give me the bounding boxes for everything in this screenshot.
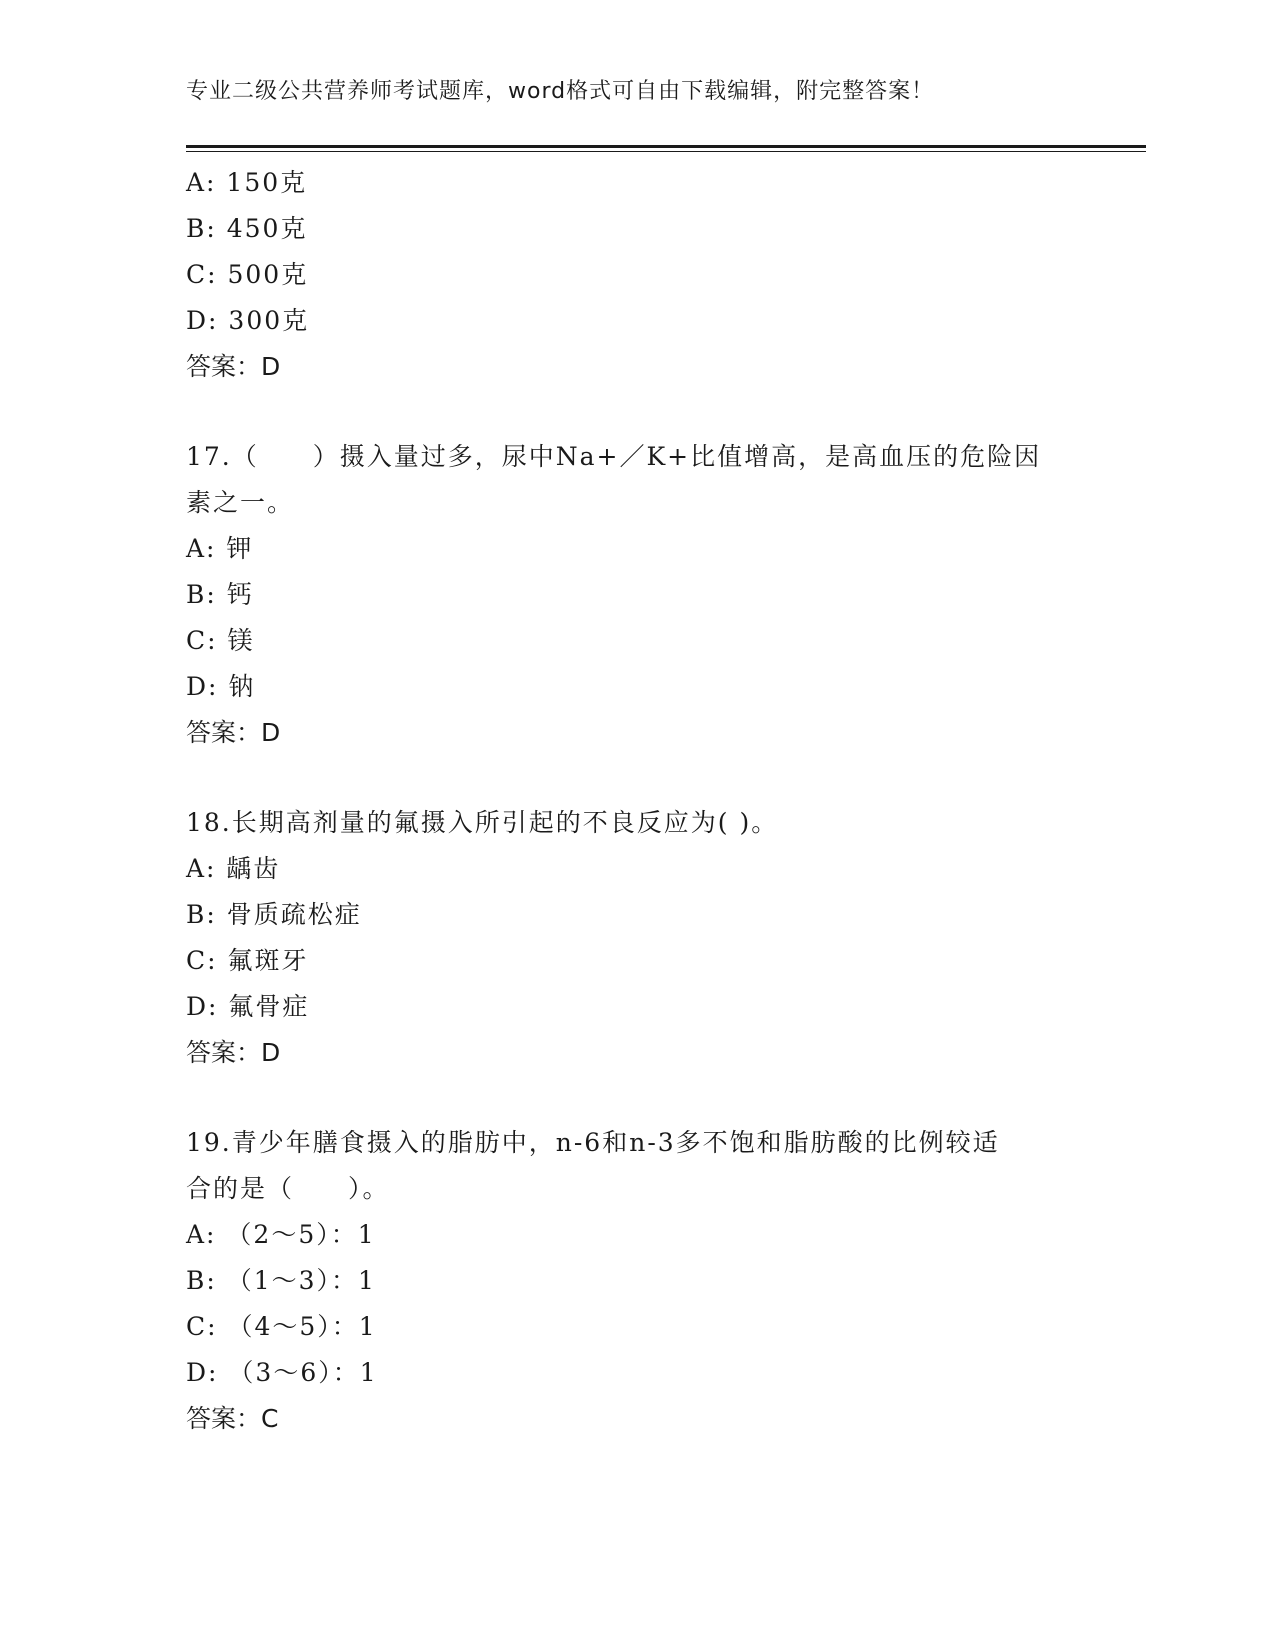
option-c: C: 氟斑牙 [186,946,309,975]
option-a: A: 150克 [186,168,308,197]
option-a: A: 龋齿 [186,854,281,883]
question-stem-continued: 合的是（ ）。 [186,1174,390,1203]
header-divider-thick [186,145,1146,148]
option-d: D: 氟骨症 [186,992,310,1021]
option-a: A: 钾 [186,534,254,563]
option-a: A: （2～5）：1 [186,1220,376,1249]
option-b: B: 骨质疏松症 [186,900,362,929]
question-stem-continued: 素之一。 [186,488,295,517]
question-18 [186,800,1086,1076]
option-d: D: （3～6）：1 [186,1358,378,1387]
option-c: C: 500克 [186,260,309,289]
option-c: C: （4～5）：1 [186,1312,377,1341]
answer: 答案：D [186,1038,281,1067]
option-d: D: 钠 [186,672,256,701]
option-b: B: 钙 [186,580,254,609]
option-d: D: 300克 [186,306,310,335]
header-divider-thin [186,151,1146,152]
question-stem: 17.（ ）摄入量过多，尿中Na+／K+比值增高，是高血压的危险因 [186,442,1042,471]
question-16 [186,160,1086,390]
answer: 答案：C [186,1404,279,1433]
question-19 [186,1120,1086,1442]
page-header: 专业二级公共营养师考试题库，word格式可自由下载编辑，附完整答案！ [186,79,935,104]
answer: 答案：D [186,352,281,381]
question-stem: 19.青少年膳食摄入的脂肪中，n-6和n-3多不饱和脂肪酸的比例较适 [186,1128,1000,1157]
option-b: B: （1～3）：1 [186,1266,376,1295]
option-c: C: 镁 [186,626,255,655]
question-stem: 18.长期高剂量的氟摄入所引起的不良反应为( )。 [186,808,779,837]
answer: 答案：D [186,718,281,747]
option-b: B: 450克 [186,214,308,243]
question-17 [186,434,1086,756]
question-content [186,160,1086,1442]
